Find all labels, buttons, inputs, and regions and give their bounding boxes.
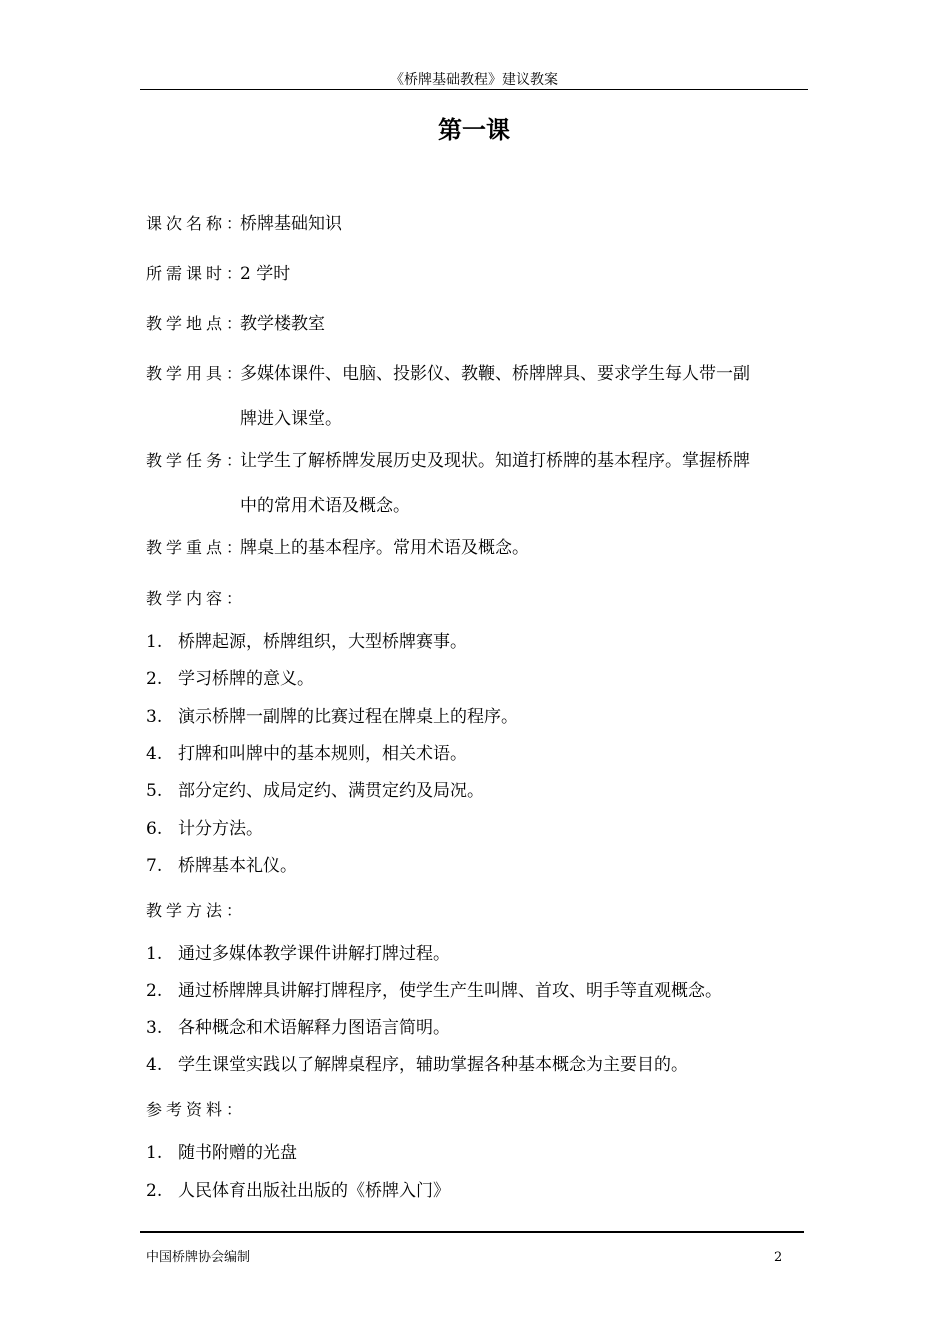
list-text: 通过多媒体教学课件讲解打牌过程。: [178, 944, 450, 964]
list-text: 计分方法。: [178, 819, 263, 839]
list-text: 演示桥牌一副牌的比赛过程在牌桌上的程序。: [178, 707, 518, 727]
list-number: 1.: [146, 632, 163, 652]
field-value: 多媒体课件、电脑、投影仪、教鞭、桥牌牌具、要求学生每人带一副: [240, 364, 750, 384]
field-label: 课次名称：: [146, 214, 247, 233]
field-label: 教学重点：: [146, 538, 247, 557]
list-number: 4.: [146, 1055, 163, 1075]
list-number: 1.: [146, 944, 163, 964]
field-value-continued: 中的常用术语及概念。: [240, 496, 410, 516]
footer-divider: [140, 1231, 804, 1233]
field-label: 教学任务：: [146, 451, 247, 470]
list-text: 桥牌起源，桥牌组织，大型桥牌赛事。: [178, 632, 467, 652]
list-number: 3.: [146, 1018, 163, 1038]
list-number: 4.: [146, 744, 163, 764]
field-value: 牌桌上的基本程序。常用术语及概念。: [240, 538, 529, 558]
list-number: 2.: [146, 669, 163, 689]
field-value-continued: 牌进入课堂。: [240, 409, 342, 429]
list-text: 学生课堂实践以了解牌桌程序，辅助掌握各种基本概念为主要目的。: [178, 1055, 688, 1075]
list-number: 1.: [146, 1143, 163, 1163]
field-value: 让学生了解桥牌发展历史及现状。知道打桥牌的基本程序。掌握桥牌: [240, 451, 750, 471]
list-number: 7.: [146, 856, 163, 876]
page-header: 《桥牌基础教程》建议教案: [390, 72, 558, 88]
field-label: 所需课时：: [146, 264, 247, 283]
list-text: 打牌和叫牌中的基本规则，相关术语。: [178, 744, 467, 764]
section-methods-label: 教学方法：: [146, 901, 247, 920]
list-text: 随书附赠的光盘: [178, 1143, 297, 1163]
field-value: 教学楼教室: [240, 314, 325, 334]
list-number: 5.: [146, 781, 163, 801]
list-number: 2.: [146, 981, 163, 1001]
list-number: 2.: [146, 1181, 163, 1201]
field-value: 2 学时: [240, 264, 291, 284]
list-text: 通过桥牌牌具讲解打牌程序，使学生产生叫牌、首攻、明手等直观概念。: [178, 981, 722, 1001]
list-text: 桥牌基本礼仪。: [178, 856, 297, 876]
page-title: 第一课: [438, 116, 510, 144]
list-text: 学习桥牌的意义。: [178, 669, 314, 689]
list-number: 3.: [146, 707, 163, 727]
field-value: 桥牌基础知识: [240, 214, 342, 234]
section-content-label: 教学内容：: [146, 589, 247, 608]
field-label: 教学用具：: [146, 364, 247, 383]
list-text: 部分定约、成局定约、满贯定约及局况。: [178, 781, 484, 801]
section-references-label: 参考资料：: [146, 1100, 247, 1119]
list-text: 各种概念和术语解释力图语言简明。: [178, 1018, 450, 1038]
header-divider: [140, 89, 808, 90]
page-number: 2: [774, 1250, 783, 1265]
field-label: 教学地点：: [146, 314, 247, 333]
list-text: 人民体育出版社出版的《桥牌入门》: [178, 1181, 450, 1201]
list-number: 6.: [146, 819, 163, 839]
footer-publisher: 中国桥牌协会编制: [146, 1250, 251, 1265]
